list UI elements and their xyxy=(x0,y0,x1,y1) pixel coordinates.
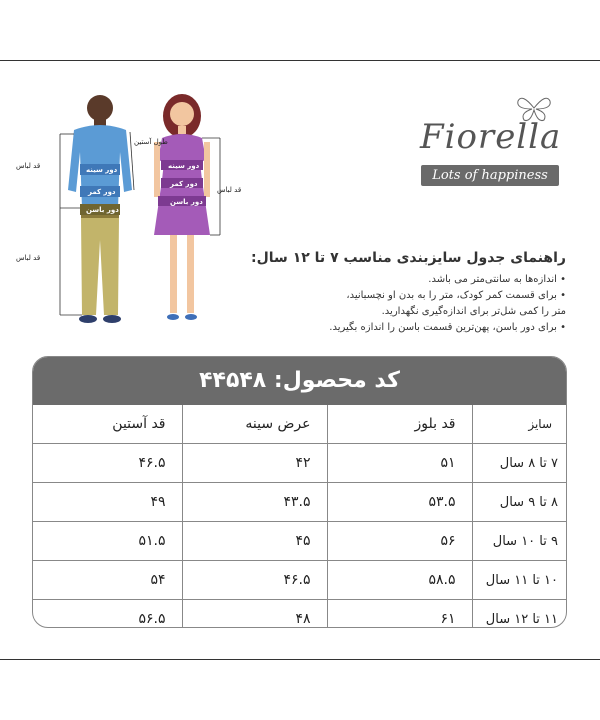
value-cell: ۴۶.۵ xyxy=(182,561,327,600)
value-cell: ۶۱ xyxy=(327,600,472,629)
table-header-row xyxy=(33,405,567,444)
measurement-figures xyxy=(16,90,242,330)
logo-wordmark: Fiorella xyxy=(420,117,562,157)
guide-note: • برای دور باسن، پهن‌ترین قسمت باسن را اندازه بگیرید. xyxy=(329,322,566,333)
girl-figure xyxy=(154,94,220,320)
table-row xyxy=(33,483,567,522)
value-cell: ۵۸.۵ xyxy=(327,561,472,600)
guide-note: • اندازه‌ها به سانتی‌متر می باشد. xyxy=(428,274,566,285)
table-row xyxy=(33,600,567,629)
value-cell: ۴۹ xyxy=(33,483,182,522)
size-grid xyxy=(33,405,567,628)
value-cell: ۴۳.۵ xyxy=(182,483,327,522)
guide-note: • برای قسمت کمر کودک، متر را به بدن او نچسبانید، xyxy=(346,290,566,301)
value-cell: ۴۵ xyxy=(182,522,327,561)
brand-logo xyxy=(420,95,560,215)
value-cell: ۴۲ xyxy=(182,444,327,483)
value-cell: ۵۳.۵ xyxy=(327,483,472,522)
boy-chest-label: دور سینه xyxy=(86,166,118,174)
logo-tagline: Lots of happiness xyxy=(421,165,559,186)
boy-hip-label: دور باسن xyxy=(86,206,119,214)
value-cell: ۴۶.۵ xyxy=(33,444,182,483)
value-cell: ۵۴ xyxy=(33,561,182,600)
girl-waist-label: دور کمر xyxy=(170,180,198,188)
guide-note: متر را کمی شل‌تر برای اندازه‌گیری نگهدارید. xyxy=(381,306,566,317)
butterfly-icon xyxy=(514,93,554,123)
value-cell: ۵۱.۵ xyxy=(33,522,182,561)
girl-length-label: قد لباس xyxy=(217,186,242,194)
column-header: سایز xyxy=(472,405,567,444)
value-cell: ۵۶ xyxy=(327,522,472,561)
girl-hip-label: دور باسن xyxy=(170,198,203,206)
column-header: قد بلوز xyxy=(327,405,472,444)
column-header: عرض سینه xyxy=(182,405,327,444)
table-row xyxy=(33,561,567,600)
size-cell: ۷ تا ۸ سال xyxy=(472,444,567,483)
value-cell: ۵۶.۵ xyxy=(33,600,182,629)
girl-chest-label: دور سینه xyxy=(168,162,200,170)
table-row xyxy=(33,522,567,561)
table-row xyxy=(33,444,567,483)
size-cell: ۸ تا ۹ سال xyxy=(472,483,567,522)
size-cell: ۱۰ تا ۱۱ سال xyxy=(472,561,567,600)
boy-length-label: قد لباس xyxy=(16,162,41,170)
figures-illustration xyxy=(30,90,235,330)
product-code-header: کد محصول: ۴۴۵۴۸ xyxy=(33,357,566,405)
size-cell: ۹ تا ۱۰ سال xyxy=(472,522,567,561)
size-table xyxy=(32,356,567,628)
value-cell: ۵۱ xyxy=(327,444,472,483)
value-cell: ۴۸ xyxy=(182,600,327,629)
boy-pants-label: قد لباس xyxy=(16,254,41,262)
boy-waist-label: دور کمر xyxy=(88,188,116,196)
size-guide xyxy=(236,250,566,336)
column-header: قد آستین xyxy=(33,405,182,444)
size-cell: ۱۱ تا ۱۲ سال xyxy=(472,600,567,629)
boy-sleeve-label: طول آستین xyxy=(134,138,168,146)
guide-title: راهنمای جدول سایزبندی مناسب ۷ تا ۱۲ سال: xyxy=(251,250,566,266)
